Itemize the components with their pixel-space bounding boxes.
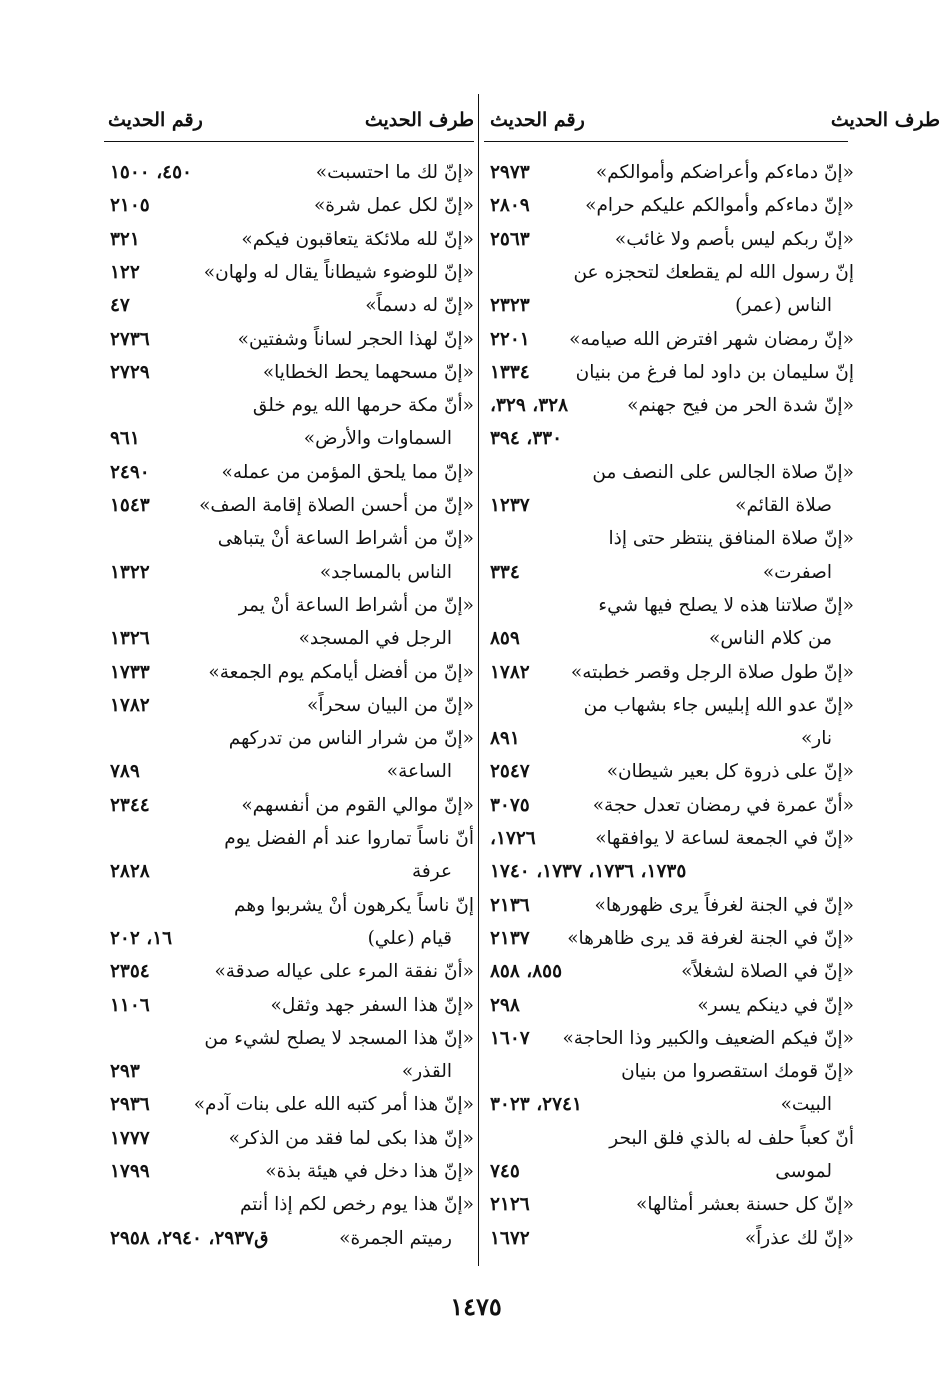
hadith-text: الرجل في المسجد» [298, 628, 452, 650]
hadith-text: «إنّ في الجنة لغرفاً يرى ظهورها» [594, 894, 854, 916]
hadith-text: لموسى [775, 1161, 832, 1182]
hadith-number: ٧٨٩ [110, 761, 140, 783]
hadith-text: «إنّ هذا دخل في هيئة بذة» [265, 1161, 474, 1182]
hadith-text: «إنّ في الصلاة لشغلاً» [681, 961, 854, 983]
hadith-text: «إنّ هذا المسجد لا يصلح لشيء من [204, 1027, 474, 1049]
index-entry [484, 922, 854, 955]
index-entry [104, 323, 474, 356]
hadith-number: ٢٣٢٣ [490, 295, 530, 317]
hadith-number: ٨٥٩ [490, 628, 520, 650]
index-entry [484, 456, 854, 489]
hadith-text: «إنّ مما يلحق المؤمن من عمله» [221, 461, 474, 483]
index-entry [104, 356, 474, 389]
hadith-text: «إنّ هذا السفر جهد وثقل» [270, 994, 474, 1016]
hadith-number: ١٦٧٢ [490, 1227, 530, 1249]
hadith-text: «إنّ موالي القوم من أنفسهم» [241, 794, 474, 816]
hadith-text: رميتم الجمرة» [339, 1227, 452, 1249]
hadith-text: «إنّ طول صلاة الرجل وقصر خطبته» [570, 661, 854, 683]
hadith-text: «إنّ كل حسنة بعشر أمثالها» [636, 1194, 854, 1216]
hadith-text: «أنّ عمرة في رمضان تعدل حجة» [592, 794, 854, 816]
hadith-text: «إنّ لك عذراً» [744, 1227, 854, 1249]
index-entry [104, 223, 474, 256]
hadith-text: «إنّ من شرار الناس من تدركهم [228, 728, 474, 750]
hadith-text: الساعة» [386, 761, 452, 783]
hadith-text: اصفرت» [762, 561, 832, 583]
index-entry [104, 156, 474, 189]
hadith-number: ١٢٢ [110, 261, 140, 283]
hadith-number: ٢١٠٥ [110, 195, 150, 217]
hadith-number: ١٧٣٣ [110, 661, 150, 683]
hadith-number: ١٥٤٣ [110, 495, 150, 516]
hadith-number: ١٣٢٢ [110, 561, 150, 583]
index-entry [104, 522, 474, 555]
hadith-number: ٢٤٩٠ [110, 461, 150, 483]
hadith-text: «إنّ صلاتنا هذه لا يصلح فيها شيء [598, 594, 854, 616]
index-entry [484, 1088, 854, 1121]
index-entry [104, 1022, 474, 1055]
header-text-label: طرف الحديث [830, 109, 940, 131]
hadith-text: «إنّ على ذروة كل بعير شيطان» [606, 761, 854, 783]
hadith-number: ٢٧٤١، ٣٠٢٣ [490, 1094, 582, 1116]
index-entry [104, 289, 474, 322]
hadith-number: ٧٤٥ [490, 1161, 520, 1182]
index-entry [484, 489, 854, 522]
page-number: ١٤٧٥ [450, 1292, 502, 1321]
hadith-number: ٢٣٥٤ [110, 961, 150, 983]
hadith-number: ٩٦١ [110, 428, 140, 450]
index-entry [484, 656, 854, 689]
hadith-text: نار» [800, 728, 832, 750]
hadith-number: ٢١٢٦ [490, 1194, 530, 1216]
hadith-text: صلاة القائم» [735, 495, 832, 516]
index-entry [104, 389, 474, 422]
hadith-number: ٢٣٤٤ [110, 794, 150, 816]
hadith-number: ٢٨٢٨ [110, 861, 150, 883]
hadith-number: ٨٥٥، ٨٥٨ [490, 961, 563, 983]
hadith-text: «أنّ نفقة المرء على عياله صدقة» [214, 961, 474, 983]
index-entry [104, 556, 474, 589]
index-entry [484, 189, 854, 222]
index-entry [484, 289, 854, 322]
index-entry [104, 1155, 474, 1188]
hadith-text: «إنّ من البيان سحراً» [307, 694, 474, 716]
hadith-number: ٣٠٧٥ [490, 794, 530, 816]
hadith-text: «إنّ لك ما احتسبت» [315, 162, 474, 183]
hadith-text: أنّ ناساً تماروا عند أم الفضل يوم [224, 828, 474, 849]
index-entry [104, 1188, 474, 1221]
hadith-number: ٢٥٤٧ [490, 761, 530, 783]
hadith-text: «إنّ لهذا الحجر لساناً وشفتين» [237, 328, 474, 350]
hadith-text: «إنّ له دسماً» [365, 295, 474, 317]
index-entry [104, 689, 474, 722]
index-entry [104, 489, 474, 522]
hadith-text: «إنّ هذا أمر كتبه الله على بنات آدم» [193, 1094, 474, 1116]
hadith-number: ٢٧٣٦ [110, 328, 150, 350]
hadith-text: إنّ رسول الله لم يقطعك لتحجزه عن [573, 261, 854, 283]
hadith-text: «إنّ فيكم الضعيف والكبير وذا الحاجة» [562, 1027, 854, 1049]
index-entry [104, 1122, 474, 1155]
hadith-text: «إنّ دماءكم وأموالكم عليكم حرام» [585, 195, 854, 217]
hadith-number: ١١٠٦ [110, 994, 150, 1016]
hadith-text: «إنّ صلاة الجالس على النصف من [592, 461, 854, 483]
hadith-text: «إنّ عدو الله إبليس جاء بشهاب من [583, 694, 854, 716]
index-entry [104, 622, 474, 655]
index-entry [104, 822, 474, 855]
hadith-text: إنّ ناساً يكرهون أنْ يشربوا وهم [234, 894, 474, 916]
index-entry [104, 456, 474, 489]
index-entry [104, 589, 474, 622]
hadith-text: «إنّ شدة الحر من فيح جهنم» [627, 395, 854, 417]
right-column-header [484, 105, 946, 139]
hadith-text: عرفة [411, 861, 452, 883]
hadith-number: ٢٢٠١ [490, 328, 530, 350]
hadith-text: أنّ كعباً حلف له بالذي فلق البحر [609, 1127, 854, 1149]
index-entry [104, 256, 474, 289]
index-entry [104, 855, 474, 888]
hadith-number: ٢١٣٦ [490, 894, 530, 916]
index-entry [104, 1088, 474, 1121]
hadith-text: «إنّ من أحسن الصلاة إقامة الصف» [199, 495, 474, 516]
hadith-text: البيت» [780, 1094, 832, 1116]
index-entry [104, 989, 474, 1022]
hadith-text: «إنّ في الجمعة لساعة لا يوافقها» [595, 828, 854, 849]
hadith-number: ٢١٣٧ [490, 927, 530, 949]
hadith-number: ١٧٢٦، [490, 828, 536, 849]
hadith-number: ٢٩٧٣ [490, 162, 530, 183]
index-entry [484, 1122, 854, 1155]
index-entry [484, 722, 854, 755]
hadith-text: «إنّ في الجنة لغرفة قد يرى ظاهرها» [567, 927, 854, 949]
hadith-text: «إنّ دماءكم وأعراضكم وأموالكم» [595, 162, 854, 183]
hadith-text: قيام (علي) [367, 927, 452, 949]
index-entry [484, 1022, 854, 1055]
hadith-number: ٤٥٠، ١٥٠٠ [110, 162, 192, 183]
hadith-number: ٢٩٣٦ [110, 1094, 150, 1116]
hadith-number: ٢٩٨ [490, 994, 520, 1016]
hadith-number: ٣٣٠، ٣٩٤ [490, 428, 563, 450]
index-entry [104, 789, 474, 822]
hadith-text: «إنّ في دينكم يسر» [697, 994, 854, 1016]
hadith-number: ٢٨٠٩ [490, 195, 530, 217]
index-entry [484, 522, 854, 555]
hadith-text: الناس (عمر) [735, 295, 832, 317]
index-entry [484, 755, 854, 788]
index-entry [484, 323, 854, 356]
hadith-number: ٢٩٣ [110, 1061, 140, 1083]
index-entry [484, 1055, 854, 1088]
hadith-number: ٣٢٨، ٣٢٩، [490, 395, 569, 417]
index-entry [484, 822, 854, 855]
hadith-number: ٣٢١ [110, 228, 140, 250]
hadith-text: «أنّ مكة حرمها الله يوم خلق [252, 395, 474, 417]
index-entry [104, 755, 474, 788]
hadith-text: «إنّ قومك استقصروا من بنيان [621, 1061, 854, 1083]
index-entry [484, 989, 854, 1022]
index-entry [484, 589, 854, 622]
hadith-number: ١٣٣٤ [490, 361, 530, 383]
right-header-rule [484, 141, 848, 142]
hadith-number: ١٦، ٢٠٢ [110, 927, 173, 949]
index-entry [104, 1055, 474, 1088]
hadith-number: ١٣٢٦ [110, 628, 150, 650]
index-entry [484, 389, 854, 422]
header-number-label: رقم الحديث [108, 109, 203, 131]
index-entry [104, 722, 474, 755]
index-entry [104, 955, 474, 988]
hadith-text: القذر» [401, 1061, 452, 1083]
hadith-text: «إنّ لكل عمل شرة» [313, 195, 474, 217]
hadith-text: إنّ سليمان بن داود لما فرغ من بنيان [575, 361, 854, 383]
index-entry [484, 855, 854, 888]
header-text-label: طرف الحديث [364, 109, 474, 131]
hadith-number: ١٧٧٧ [110, 1127, 150, 1149]
index-entry [484, 1222, 854, 1255]
index-entry [484, 422, 854, 455]
index-entry [484, 223, 854, 256]
index-entry [484, 156, 854, 189]
hadith-text: «إنّ من أشراط الساعة أنْ يتباهى [217, 528, 474, 550]
hadith-text: «إنّ صلاة المنافق ينتظر حتى إذا [608, 528, 854, 550]
hadith-number: ١٢٣٧ [490, 495, 530, 516]
index-entry [104, 889, 474, 922]
header-number-label: رقم الحديث [490, 109, 585, 131]
index-entry [484, 556, 854, 589]
hadith-text: «إنّ لله ملائكة يتعاقبون فيكم» [241, 228, 474, 250]
hadith-text: «إنّ مسحهما يحط الخطايا» [262, 361, 474, 383]
index-entry [104, 422, 474, 455]
hadith-text: «إنّ رمضان شهر افترض الله صيامه» [569, 328, 854, 350]
left-column-header [102, 105, 474, 139]
hadith-number: ١٦٠٧ [490, 1027, 530, 1049]
index-entry [484, 356, 854, 389]
hadith-text: «إنّ من أفضل أيامكم يوم الجمعة» [208, 661, 474, 683]
right-index-column [484, 156, 854, 1266]
hadith-number: ٢٥٦٣ [490, 228, 530, 250]
index-entry [104, 656, 474, 689]
index-entry [104, 1222, 474, 1255]
hadith-text: «إنّ من أشراط الساعة أنْ يمر [238, 594, 474, 616]
index-entry [104, 189, 474, 222]
left-index-column [104, 156, 474, 1266]
index-entry [484, 256, 854, 289]
hadith-number: ٨٩١ [490, 728, 520, 750]
hadith-text: من كلام الناس» [709, 628, 832, 650]
hadith-text: «إنّ للوضوء شيطاناً يقال له ولهان» [203, 261, 474, 283]
index-entry [484, 955, 854, 988]
hadith-text: «إنّ ربكم ليس بأصم ولا غائب» [614, 228, 854, 250]
left-header-rule [104, 141, 474, 142]
index-entry [484, 622, 854, 655]
index-entry [104, 922, 474, 955]
column-divider [478, 94, 479, 1266]
hadith-number: ١٧٨٢ [490, 661, 530, 683]
hadith-number: ٣٣٤ [490, 561, 520, 583]
index-entry [484, 689, 854, 722]
hadith-number: ق٢٩٣٧، ٢٩٤٠، ٢٩٥٨ [110, 1227, 269, 1249]
index-entry [484, 1155, 854, 1188]
hadith-number: ١٧٩٩ [110, 1161, 150, 1182]
index-entry [484, 889, 854, 922]
hadith-number: ٤٧ [110, 295, 130, 317]
index-entry [484, 1188, 854, 1221]
hadith-number: ٢٧٢٩ [110, 361, 150, 383]
hadith-number: ١٧٣٥، ١٧٣٦، ١٧٣٧، ١٧٤٠ [490, 861, 687, 883]
index-entry [484, 789, 854, 822]
hadith-text: الناس بالمساجد» [319, 561, 452, 583]
hadith-text: «إنّ هذا بكى لما فقد من الذكر» [228, 1127, 474, 1149]
hadith-text: «إنّ هذا يوم رخص لكم إذا أنتم [240, 1194, 474, 1216]
hadith-number: ١٧٨٢ [110, 694, 150, 716]
hadith-text: السماوات والأرض» [303, 428, 452, 450]
